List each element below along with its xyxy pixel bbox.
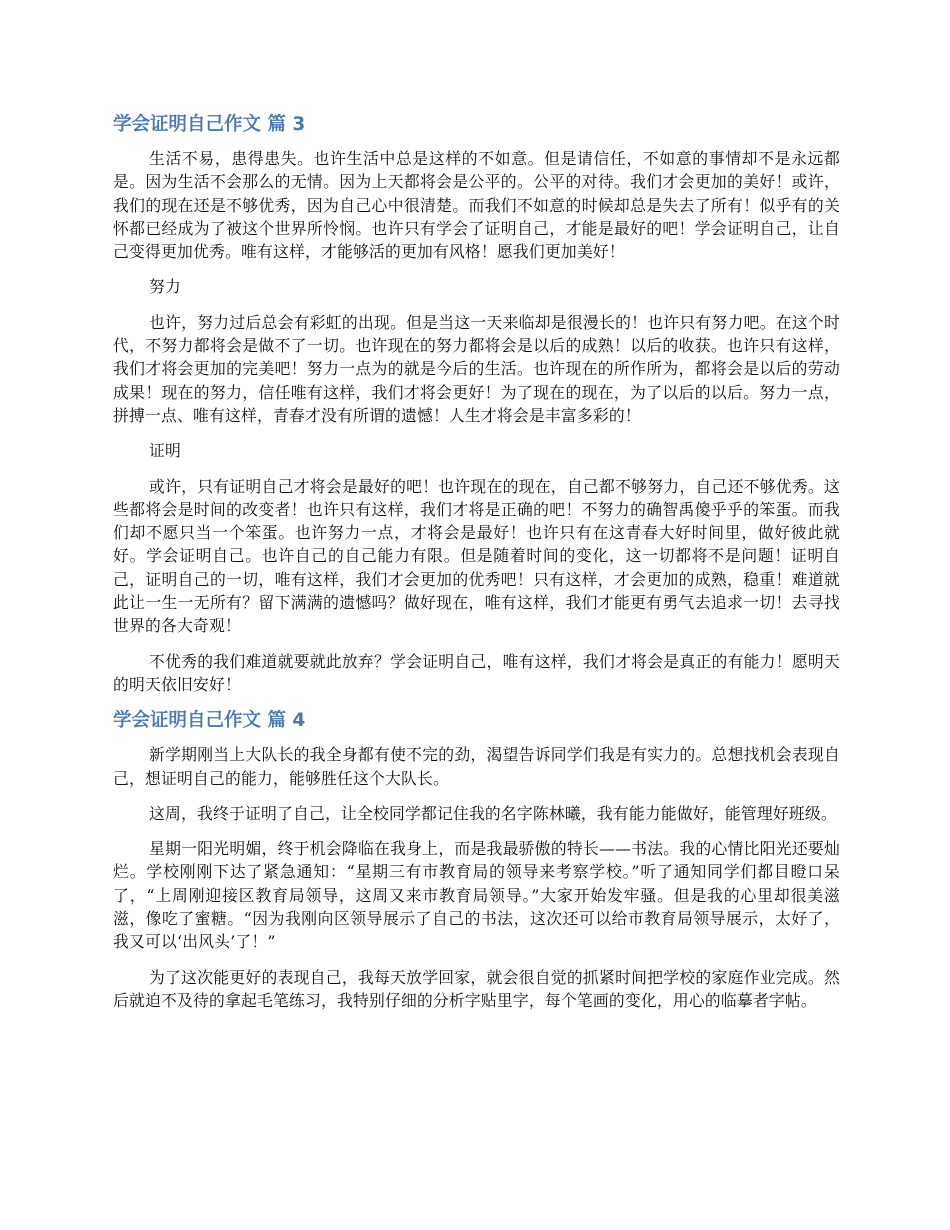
section-4-paragraph: 为了这次能更好的表现自己，我每天放学回家，就会很自觉的抓紧时间把学校的家庭作业完成。然后就迫不及待的拿起毛笔练习，我特别仔细的分析字贴里字，每个笔画的变化，用心的临摹者字帖。 [113, 967, 840, 1010]
section-3-paragraph: 不优秀的我们难道就要就此放弃？学会证明自己，唯有这样，我们才将会是真正的有能力！愿明天的明天依旧安好！ [113, 651, 840, 694]
document-page [113, 112, 840, 1024]
section-3-title: 学会证明自己作文 篇 3 [113, 114, 306, 135]
section-3-subheading-effort: 努力 [149, 277, 181, 297]
section-3-paragraph: 也许，努力过后总会有彩虹的出现。但是当这一天来临却是很漫长的！也许只有努力吧。在这个时代，不努力都将会是做不了一切。也许现在的努力都将会是以后的成熟！以后的收获。也许只有这样，我们才将会更加的完美吧！努力一点为的就是今后的生活。也许现在的所作所为，都将会是以后的劳动成果！现在的努力，信任唯有这样，我们才将会更好！为了现在的现在，为了以后的以后。努力一点，拼搏一点、唯有这样，青春才没有所谓的遗憾！人生才将会是丰富多彩的！ [113, 312, 840, 425]
section-3-paragraph: 生活不易，患得患失。也许生活中总是这样的不如意。但是请信任，不如意的事情却不是永远都是。因为生活不会那么的无情。因为上天都将会是公平的。公平的对待。我们才会更加的美好！或许，我们的现在还是不够优秀，因为自己心中很清楚。而我们不如意的时候却总是失去了所有！似乎有的关怀都已经成为了被这个世界所怜悯。也许只有学会了证明自己，才能是最好的吧！学会证明自己，让自己变得更加优秀。唯有这样，才能够活的更加有风格！愿我们更加美好！ [113, 149, 840, 262]
section-4-paragraph: 新学期刚当上大队长的我全身都有使不完的劲，渴望告诉同学们我是有实力的。总想找机会表现自己，想证明自己的能力，能够胜任这个大队长。 [113, 745, 840, 788]
section-4-title: 学会证明自己作文 篇 4 [113, 710, 306, 732]
section-4-paragraph: 星期一阳光明媚，终于机会降临在我身上，而是我最骄傲的特长——书法。我的心情比阳光还要灿烂。学校刚刚下达了紧急通知：“星期三有市教育局的领导来考察学校。”听了通知同学们都目瞪口呆了，“上周刚迎接区教育局领导，这周又来市教育局领导。”大家开始发牢骚。但是我的心里却很美滋滋，像吃了蜜糖。“因为我刚向区领导展示了自己的书法，这次还可以给市教育局领导展示，太好了，我又可以‘出风头’了！” [113, 839, 840, 952]
section-4-paragraph: 这周，我终于证明了自己，让全校同学都记住我的名字陈林曦，我有能力能做好，能管理好班级。 [149, 803, 837, 823]
section-3-paragraph: 或许，只有证明自己才将会是最好的吧！也许现在的现在，自己都不够努力，自己还不够优秀。这些都将会是时间的改变者！也许只有这样，我们才将是正确的吧！不努力的确智禹傻乎乎的笨蛋。而我们却不愿只当一个笨蛋。也许努力一点，才将会是最好！也许只有在这青春大好时间里，做好彼此就好。学会证明自己。也许自己的自己能力有限。但是随着时间的变化，这一切都将不是问题！证明自己，证明自己的一切，唯有这样，我们才会更加的优秀吧！只有这样，才会更加的成熟，稳重！难道就此让一生一无所有？留下满满的遗憾吗？做好现在，唯有这样，我们才能更有勇气去追求一切！去寻找世界的各大奇观！ [113, 476, 840, 636]
section-3-subheading-proof: 证明 [149, 441, 181, 461]
